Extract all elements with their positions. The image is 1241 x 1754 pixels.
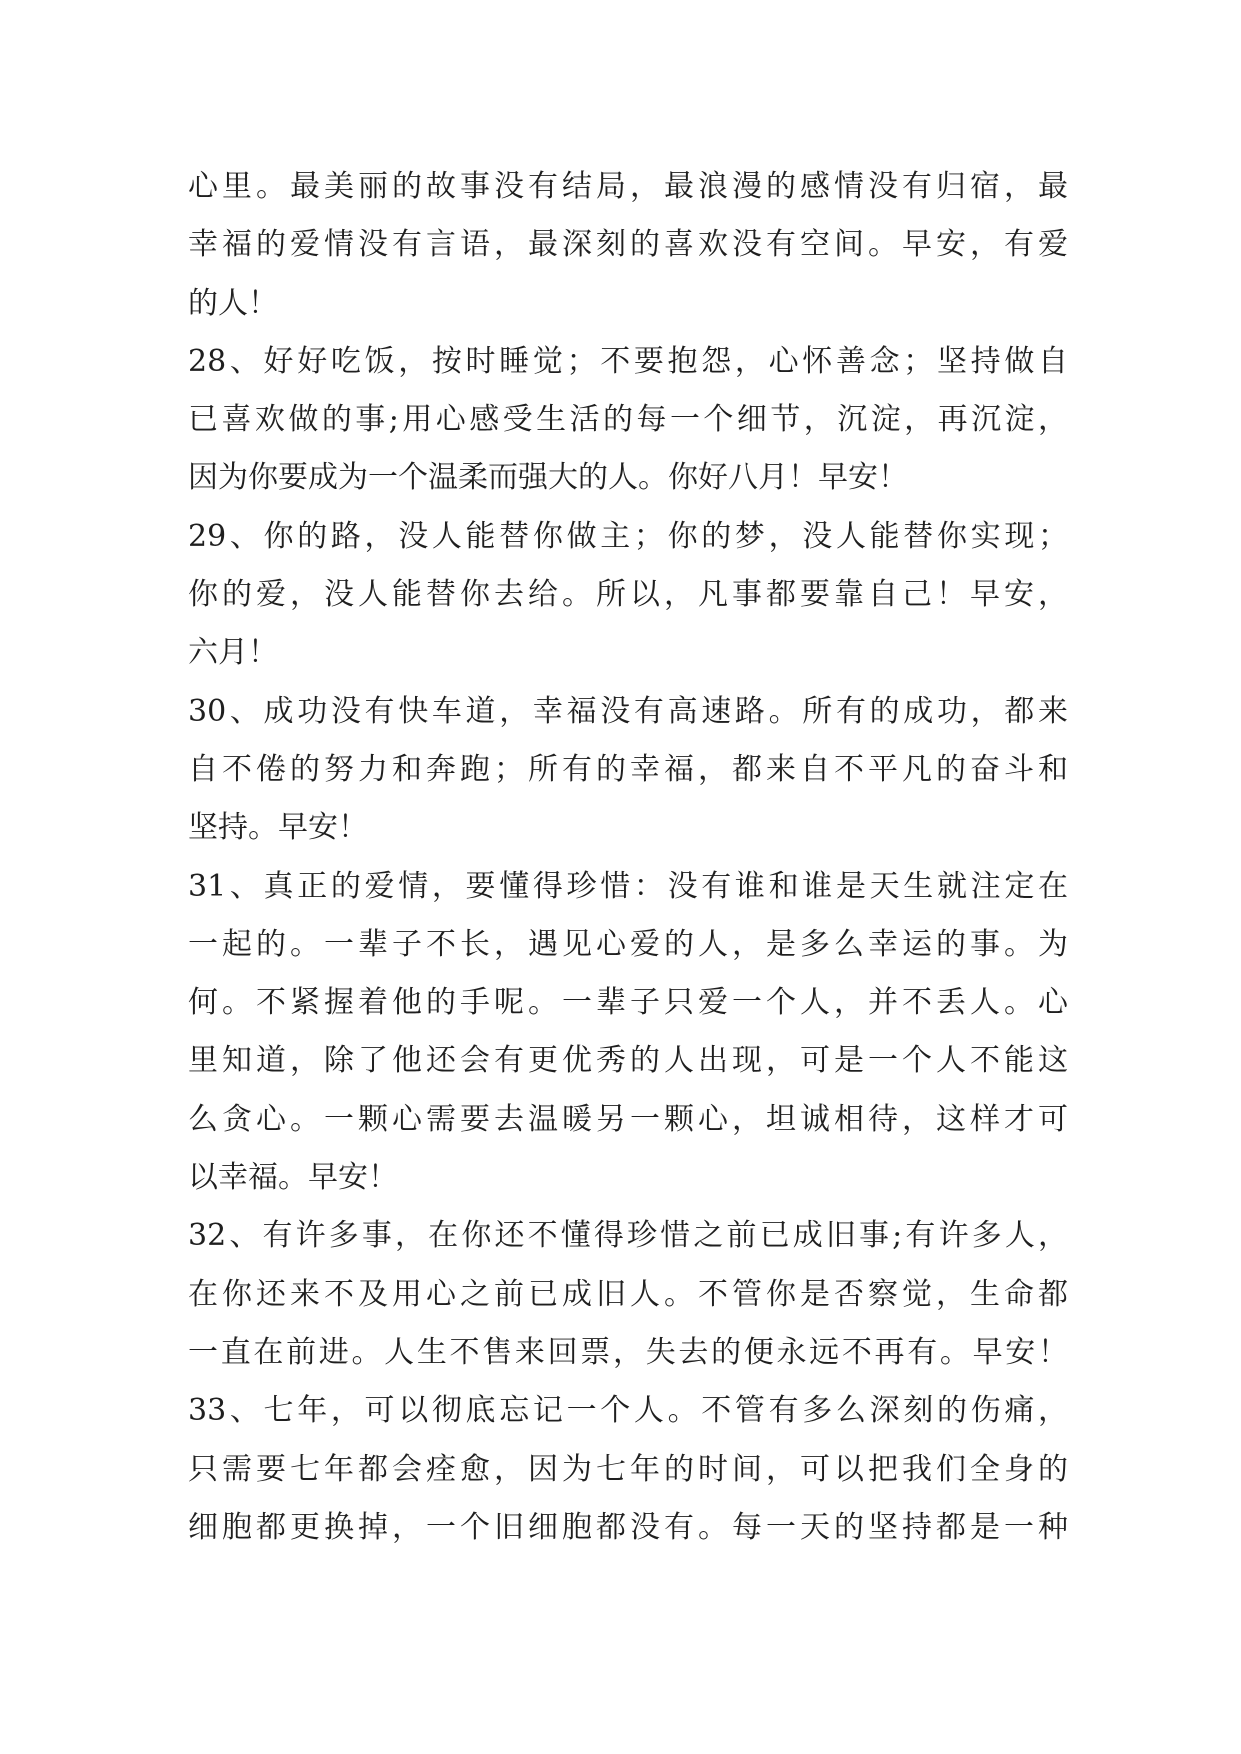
text-line: 里知道，除了他还会有更优秀的人出现，可是一个人不能这	[188, 1043, 1068, 1079]
text-line: 么贪心。一颗心需要去温暖另一颗心，坦诚相待，这样才可	[188, 1101, 1068, 1137]
text-line: 33、七年，可以彻底忘记一个人。不管有多么深刻的伤痛，	[188, 1393, 1068, 1429]
text-line: 幸福的爱情没有言语，最深刻的喜欢没有空间。早安，有爱	[188, 227, 1068, 263]
text-line: 只需要七年都会痊愈，因为七年的时间，可以把我们全身的	[188, 1451, 1068, 1487]
text-line: 29、你的路，没人能替你做主；你的梦，没人能替你实现；	[188, 518, 1068, 554]
text-line: 已喜欢做的事;用心感受生活的每一个细节，沉淀，再沉淀，	[188, 402, 1068, 438]
text-line: 以幸福。早安！	[188, 1160, 398, 1196]
text-line: 自不倦的努力和奔跑；所有的幸福，都来自不平凡的奋斗和	[188, 751, 1068, 787]
text-line: 心里。最美丽的故事没有结局，最浪漫的感情没有归宿，最	[188, 169, 1068, 204]
text-line: 你的爱，没人能替你去给。所以，凡事都要靠自己！早安，	[188, 577, 1068, 613]
text-line: 31、真正的爱情，要懂得珍惜：没有谁和谁是天生就注定在	[188, 868, 1068, 904]
text-line: 细胞都更换掉，一个旧细胞都没有。每一天的坚持都是一种	[188, 1509, 1068, 1545]
text-line: 因为你要成为一个温柔而强大的人。你好八月！早安！	[188, 460, 908, 496]
text-line: 一起的。一辈子不长，遇见心爱的人，是多么幸运的事。为	[188, 926, 1068, 962]
text-line: 何。不紧握着他的手呢。一辈子只爱一个人，并不丢人。心	[188, 985, 1068, 1021]
text-line: 30、成功没有快车道，幸福没有高速路。所有的成功，都来	[188, 693, 1068, 729]
text-line: 28、好好吃饭，按时睡觉；不要抱怨，心怀善念；坚持做自	[188, 343, 1068, 379]
body-text	[188, 158, 1068, 1557]
text-line: 32、有许多事，在你还不懂得珍惜之前已成旧事;有许多人，	[188, 1218, 1068, 1254]
text-line: 的人！	[188, 285, 278, 321]
text-line: 一直在前进。人生不售来回票，失去的便永远不再有。早安！	[188, 1334, 1068, 1370]
text-line: 六月！	[188, 635, 278, 671]
text-line: 在你还来不及用心之前已成旧人。不管你是否察觉，生命都	[188, 1276, 1068, 1312]
text-line: 坚持。早安！	[188, 810, 368, 846]
